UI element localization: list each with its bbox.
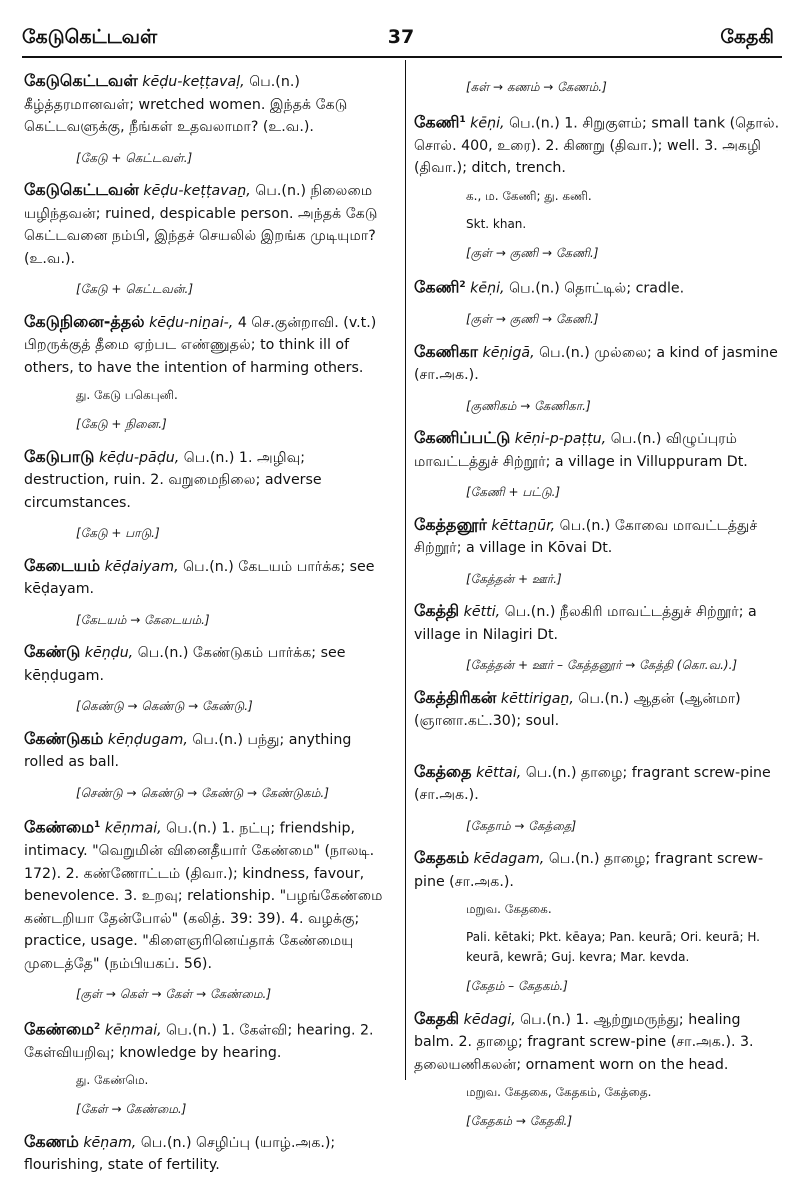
dictionary-entry [414, 847, 780, 998]
dictionary-entry [24, 555, 392, 632]
headword: கேடுநினை-த்தல் [24, 311, 145, 331]
dictionary-entry [24, 311, 392, 436]
entry-body [24, 728, 392, 774]
transliteration: kēṇi, [470, 280, 505, 297]
definition: பெ.(n.) கேண்டுகம் பார்க்க; see kēṇḍugam. [24, 645, 346, 684]
transliteration: kēṇḍu, [84, 645, 134, 661]
transliteration: kēṇmai, [104, 820, 162, 837]
headword: கேத்தை [414, 761, 472, 781]
definition: பெ.(n.) முல்லை; a kind of jasmine (சா.அக.). [414, 344, 778, 384]
entry-body [24, 1131, 392, 1177]
etymology: [கேடு + கெட்டவள்.] [76, 150, 193, 165]
dictionary-entry [24, 179, 392, 301]
headword: கேடுகெட்டவன் [24, 180, 139, 199]
page-number: 37 [387, 26, 415, 48]
definition: பெ.(n.) தாழை; fragrant screw-pine (சா.அக.). [414, 764, 771, 804]
entry-body [414, 341, 780, 387]
dictionary-entry [414, 341, 780, 418]
etymology: [கேடயம் → கேடையம்.] [76, 612, 210, 627]
definition: பெ.(n.) கோவை மாவட்டத்துச் சிற்றூர்; a village in Kōvai Dt. [414, 517, 758, 557]
etymology: [கேதகம் → கேதகி.] [466, 1114, 573, 1129]
dictionary-entry [24, 446, 392, 545]
transliteration: kēṇmai, [104, 1022, 162, 1039]
etymology: [கேதாம் → கேத்தை] [466, 818, 577, 833]
headword: கேதகி [414, 1008, 460, 1028]
running-head-right: கேதகி [720, 26, 774, 48]
etymology: [கேள் → கேண்மை.] [76, 1102, 187, 1117]
homograph-number: 1 [459, 114, 466, 125]
etymology: [கேடு + நினை.] [76, 417, 167, 431]
headword: கேதகம் [414, 848, 470, 868]
entry-body [414, 109, 780, 180]
transliteration: kēṇigā, [482, 344, 535, 361]
cognates: Pali. kētaki; Pkt. kēaya; Pan. keurā; Ori. keurā; H. keurā, kewrā; Guj. kevra; Mar. kevda. [466, 930, 760, 965]
definition: பெ.(n.) 1. சிறுகுளம்; small tank (தொல். சொல். 400, உரை). 2. கிணறு (திவா.); well. 3. அகழி (திவா.); ditch, trench. [414, 115, 780, 177]
etymology: [கேதம் – கேதகம்.] [466, 979, 568, 994]
homograph-number: 1 [93, 820, 101, 830]
definition: பெ.(n.) 1. கேள்வி; hearing. 2. கேள்வியறிவு; knowledge by hearing. [24, 1022, 374, 1061]
headword: கேண்மை [24, 1019, 94, 1039]
cognates: மறுவ. கேதகை, கேதகம், கேத்தை. [466, 1085, 652, 1100]
page-header [22, 22, 780, 54]
definition: பெ.(n.) 1. நட்பு; friendship, intimacy. "வெறுமின் வினைதீயார் கேண்மை" (நாலடி. 172). 2. கண்ணோட்டம் (திவா.); kindness, favour, benevolence. 3. உறவு; relationship. "பழங்கேண்மை கண்டறியா தேன்போல்" (கலித். 39: 39). 4. வழக்கு; practice, usage. "கிளைஞரினெய்தாக் கேண்மையு முடைத்தே" (நம்பியகப். 56). [24, 820, 383, 972]
headword: கேடுகெட்டவள் [24, 71, 138, 90]
definition: பெ.(n.) தொட்டில்; cradle. [509, 280, 685, 297]
etymology: [குணிகம் → கேணிகா.] [466, 398, 591, 413]
cognates: க., ம. கேணி; து. கணி. [466, 188, 592, 203]
right-column [414, 68, 780, 1143]
definition: பெ.(n.) பந்து; anything rolled as ball. [24, 731, 352, 770]
dictionary-entry [24, 1131, 392, 1177]
cognates: Skt. khan. [466, 216, 527, 231]
entry-body [414, 600, 780, 646]
entry-body [24, 1016, 392, 1065]
etymology: [கெண்டு → கெண்டு → கேண்டு.] [76, 699, 253, 713]
etymology: [கேத்தன் + ஊர்.] [466, 571, 562, 586]
homograph-number: 2 [459, 280, 466, 291]
definition: பெ.(n.) செழிப்பு (யாழ்.அக.); flourishing, state of fertility. [24, 1134, 336, 1174]
transliteration: kēṇḍugam, [107, 731, 188, 748]
headword: கேத்தனூர் [414, 514, 487, 534]
etymology: [குள் → குணி → கேணி.] [466, 312, 599, 327]
dictionary-entry [24, 70, 392, 169]
dictionary-entry [414, 427, 780, 504]
headword: கேண்டுகம் [24, 728, 104, 748]
dictionary-entry [414, 687, 780, 755]
dictionary-entry [414, 274, 780, 331]
cognates: து. கேண்மெ. [76, 1073, 149, 1088]
transliteration: kēdagam, [473, 851, 545, 868]
transliteration: kēḍu-pāḍu, [98, 449, 180, 466]
entry-body [414, 687, 780, 733]
headword: கேத்தி [414, 601, 460, 621]
entry-body [24, 446, 392, 515]
definition: பெ.(n.) கேடயம் பார்க்க; see kēḍayam. [24, 558, 375, 597]
spacer [414, 733, 780, 755]
definition: பெ.(n.) தாழை; fragrant screw-pine (சா.அக.). [414, 851, 764, 890]
entry-body [24, 70, 392, 139]
dictionary-entry [24, 641, 392, 718]
headword: கேணி [414, 112, 460, 132]
headword: கேணம் [24, 1131, 79, 1151]
dictionary-entry [414, 76, 780, 99]
dictionary-entry [24, 728, 392, 805]
transliteration: kēṇam, [83, 1134, 137, 1151]
definition: பெ.(n.) கீழ்த்தரமானவள்; wretched women. இந்தக் கேடு கெட்டவளுக்கு, நீங்கள் உதவலாமா? (உ.வ.). [24, 74, 348, 135]
entry-body [414, 761, 780, 807]
entry-body [24, 179, 392, 270]
etymology: [குள் → கெள் → கேள் → கேண்மை.] [76, 987, 271, 1002]
homograph-number: 2 [93, 1021, 101, 1032]
entry-body [414, 1008, 780, 1077]
definition: பெ.(n.) விழுப்புரம் மாவட்டத்துச் சிற்றூர்; a village in Villuppuram Dt. [414, 431, 748, 470]
transliteration: kētti, [463, 604, 501, 621]
transliteration: kēḍu-keṭṭavaḷ, [142, 74, 245, 90]
headword: கேணிகா [414, 341, 478, 361]
headword: கேடுபாடு [24, 446, 95, 466]
etymology: [கேத்தன் + ஊர் – கேத்தனூர் → கேத்தி (கொ.வ.).] [466, 658, 738, 673]
headword: கேணிப்பட்டு [414, 428, 511, 448]
definition: பெ.(n.) நீலகிரி மாவட்டத்துச் சிற்றூர்; a village in Nilagiri Dt. [414, 604, 757, 643]
entry-body [24, 555, 392, 601]
etymology: [குள் → குணி → கேணி.] [466, 245, 599, 260]
cognates: மறுவ. கேதகை. [466, 902, 552, 917]
entry-body [24, 641, 392, 687]
transliteration: kēḍu-keṭṭavaṉ, [143, 183, 251, 199]
transliteration: kēḍaiyam, [104, 558, 179, 575]
dictionary-entry [414, 514, 780, 591]
etymology: [கேடு + பாடு.] [76, 526, 160, 540]
transliteration: kēttirigaṉ, [500, 690, 574, 707]
headword: கேண்மை [24, 817, 94, 837]
entry-body [24, 311, 392, 380]
transliteration: kēttaṉūr, [491, 517, 556, 534]
headword: கேண்டு [24, 642, 81, 661]
entry-body [414, 274, 780, 300]
headword: கேத்திரிகன் [414, 687, 497, 707]
header-rule [22, 56, 782, 58]
entry-body [414, 847, 780, 893]
headword: கேடையம் [24, 555, 101, 575]
etymology: [கேடு + கெட்டவன்.] [76, 282, 194, 296]
headword: கேணி [414, 277, 460, 297]
etymology: [செண்டு → கெண்டு → கேண்டு → கேண்டுகம்.] [76, 785, 329, 800]
definition: பெ.(n.) நிலைமை யழிந்தவன்; ruined, despicable person. அந்தக் கேடு கெட்டவனை நம்பி, இந்தச் செயலில் இறங்க முடியுமா? (உ.வ.). [24, 183, 378, 267]
dictionary-entry [24, 814, 392, 1006]
entry-body [414, 514, 780, 560]
entry-body [414, 427, 780, 473]
cognates: து. கேடு பகெபுனி. [76, 388, 178, 402]
definition: பெ.(n.) ஆதன் (ஆன்மா) (ஞானா.கட்.30); soul. [414, 690, 741, 730]
transliteration: kēṇi, [470, 115, 505, 132]
dictionary-entry [24, 1016, 392, 1121]
entry-body [24, 814, 392, 975]
dictionary-entry [414, 761, 780, 838]
column-divider [405, 60, 406, 1080]
dictionary-entry [414, 600, 780, 677]
transliteration: kēdagi, [463, 1011, 516, 1028]
etymology: [கேணி + பட்டு.] [466, 485, 561, 500]
definition: பெ.(n.) 1. ஆற்றுமருந்து; healing balm. 2. தாழை; fragrant screw-pine (சா.அக.). 3. தலையணிகலன்; ornament worn on the head. [414, 1011, 754, 1073]
transliteration: kēttai, [476, 764, 522, 781]
definition: 4 செ.குன்றாவி. (v.t.) பிறருக்குத் தீமை ஏற்பட எண்ணுதல்; to think ill of others, to have the intention of harming others. [24, 314, 377, 376]
transliteration: kēṇi-p-paṭṭu, [514, 431, 607, 448]
left-column [24, 70, 392, 1183]
dictionary-entry [414, 1008, 780, 1133]
etymology: [கள் → கணம் → கேணம்.] [466, 80, 607, 94]
running-head-left: கேடுகெட்டவள் [22, 26, 158, 48]
definition: பெ.(n.) 1. அழிவு; destruction, ruin. 2. வறுமைநிலை; adverse circumstances. [24, 449, 322, 511]
transliteration: kēḍu-niṉai-, [149, 314, 234, 331]
dictionary-entry [414, 109, 780, 265]
